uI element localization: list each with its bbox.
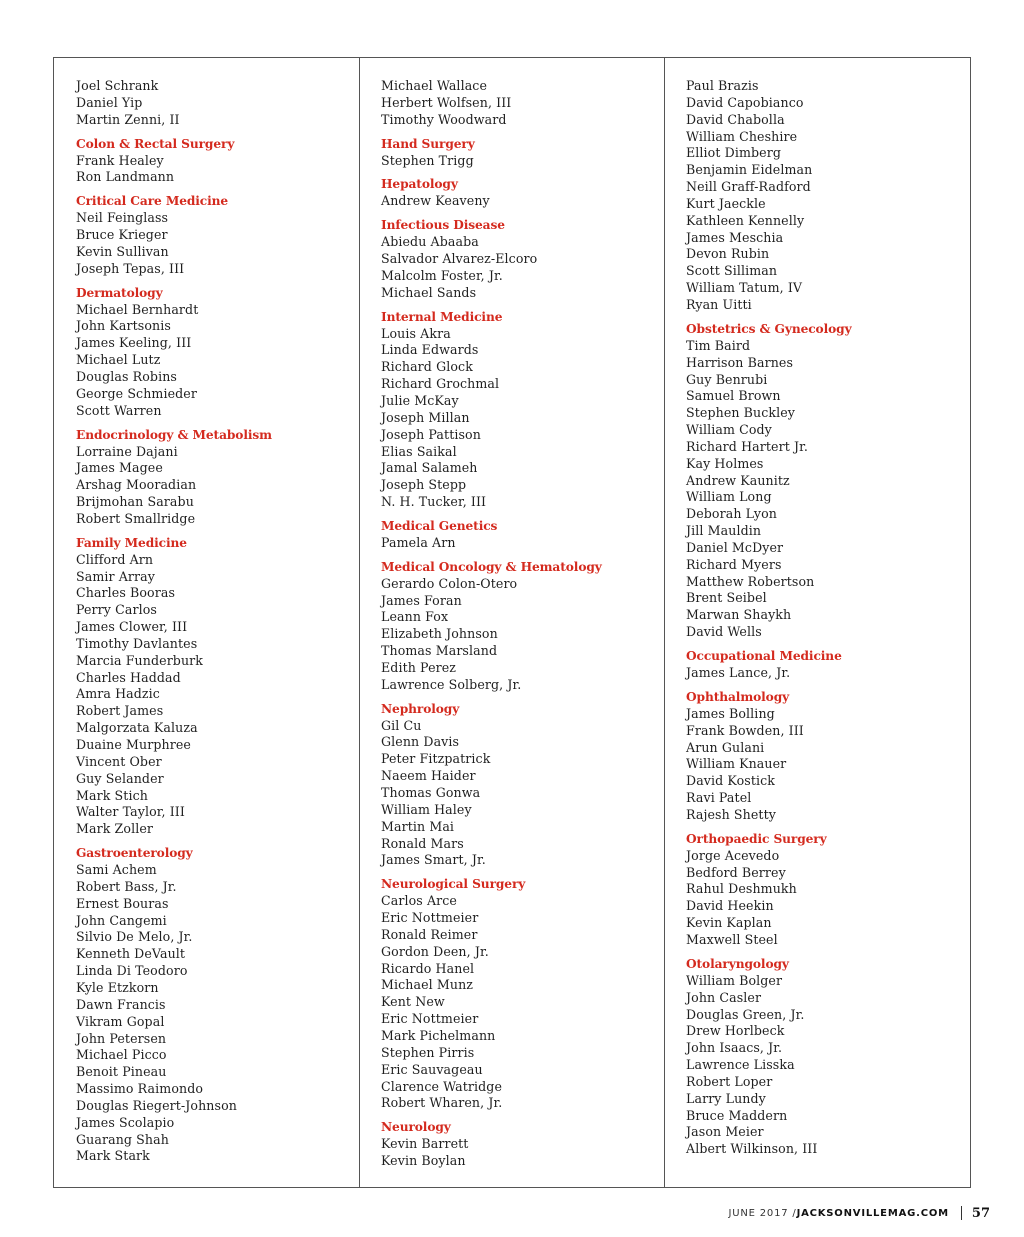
doctor-name: Lawrence Solberg, Jr. bbox=[381, 676, 522, 692]
doctor-name: Guarang Shah bbox=[76, 1131, 169, 1147]
doctor-name: Marcia Funderburk bbox=[76, 652, 204, 668]
doctor-name: James Bolling bbox=[686, 705, 775, 721]
doctor-name: Matthew Robertson bbox=[686, 573, 815, 589]
specialty-heading: Obstetrics & Gynecology bbox=[686, 321, 852, 336]
doctor-name: Malgorzata Kaluza bbox=[76, 720, 198, 736]
doctor-name: Kevin Sullivan bbox=[76, 243, 169, 259]
doctor-name: Duaine Murphree bbox=[76, 737, 191, 752]
specialty-heading: Neurology bbox=[381, 1120, 451, 1135]
doctor-name: Kay Holmes bbox=[686, 455, 764, 471]
doctor-name: John Kartsonis bbox=[76, 318, 171, 334]
doctor-name: Robert Bass, Jr. bbox=[76, 878, 177, 894]
doctor-name: Arshag Mooradian bbox=[76, 477, 197, 493]
specialty-group bbox=[381, 136, 657, 170]
doctor-name: Richard Hartert Jr. bbox=[686, 438, 808, 454]
doctor-name: William Knauer bbox=[686, 756, 787, 772]
doctor-name: James Smart, Jr. bbox=[381, 852, 486, 868]
doctor-name: Elizabeth Johnson bbox=[381, 626, 498, 642]
doctor-name: Naeem Haider bbox=[381, 768, 476, 784]
doctor-name: Jason Meier bbox=[686, 1124, 764, 1140]
doctor-name: Andrew Kaunitz bbox=[686, 472, 790, 488]
doctor-name: Kevin Boylan bbox=[381, 1153, 466, 1169]
doctor-name: Pamela Arn bbox=[381, 534, 456, 550]
doctor-name: Gil Cu bbox=[381, 717, 422, 733]
doctor-name: Frank Bowden, III bbox=[686, 722, 804, 738]
doctor-name: James Scolapio bbox=[76, 1114, 175, 1130]
doctor-name: Eric Sauvageau bbox=[381, 1061, 483, 1077]
doctor-name: Richard Glock bbox=[381, 359, 473, 375]
doctor-name: Robert James bbox=[76, 703, 164, 719]
directory-column-2 bbox=[359, 58, 665, 1187]
doctor-name: Bruce Krieger bbox=[76, 227, 168, 243]
specialty-heading: Infectious Disease bbox=[381, 218, 505, 233]
doctor-name: Douglas Robins bbox=[76, 368, 177, 384]
doctor-name: Ronald Reimer bbox=[381, 926, 478, 942]
doctor-name: Eric Nottmeier bbox=[381, 910, 479, 926]
doctor-name: Charles Haddad bbox=[76, 669, 181, 685]
specialty-group bbox=[686, 648, 963, 682]
doctor-name: Samir Array bbox=[76, 568, 155, 584]
doctor-name: Kevin Kaplan bbox=[686, 915, 772, 931]
doctor-name: Drew Horlbeck bbox=[686, 1023, 785, 1039]
doctor-name: Jamal Salameh bbox=[381, 460, 478, 476]
doctor-name: Malcolm Foster, Jr. bbox=[381, 267, 503, 283]
doctor-name: Massimo Raimondo bbox=[76, 1081, 204, 1097]
doctor-name: William Cheshire bbox=[686, 128, 798, 144]
doctor-name: Ryan Uitti bbox=[686, 296, 752, 312]
doctor-name: Kenneth DeVault bbox=[76, 946, 186, 962]
doctor-name: Joel Schrank bbox=[76, 78, 159, 93]
doctor-name: Kevin Barrett bbox=[381, 1136, 469, 1152]
doctor-name: David Heekin bbox=[686, 898, 774, 914]
doctor-name: William Tatum, IV bbox=[686, 280, 803, 296]
doctor-name: John Isaacs, Jr. bbox=[686, 1040, 783, 1056]
specialty-group bbox=[381, 78, 657, 129]
specialty-heading: Dermatology bbox=[76, 285, 163, 300]
doctor-name: Bedford Berrey bbox=[686, 864, 786, 880]
doctor-name: Joseph Millan bbox=[381, 409, 470, 425]
doctor-name: Vincent Ober bbox=[76, 753, 162, 769]
doctor-name: Neil Feinglass bbox=[76, 210, 169, 226]
doctor-name: Lawrence Lisska bbox=[686, 1057, 795, 1073]
page-number: 57 bbox=[971, 1205, 990, 1221]
doctor-name: Samuel Brown bbox=[686, 388, 781, 404]
doctor-name: Deborah Lyon bbox=[686, 506, 777, 522]
doctor-name: Ronald Mars bbox=[381, 835, 464, 851]
doctor-name: Mark Zoller bbox=[76, 821, 154, 837]
doctor-name: Ernest Bouras bbox=[76, 895, 169, 911]
doctor-name: Paul Brazis bbox=[686, 78, 759, 93]
doctor-name: James Magee bbox=[76, 460, 163, 476]
doctor-name: Abiedu Abaaba bbox=[381, 234, 479, 250]
doctor-name: Douglas Riegert-Johnson bbox=[76, 1097, 237, 1113]
doctor-name: Richard Myers bbox=[686, 556, 782, 572]
doctor-name: Stephen Buckley bbox=[686, 405, 796, 421]
doctor-name: David Wells bbox=[686, 624, 762, 640]
specialty-group bbox=[686, 689, 963, 824]
doctor-name: Edith Perez bbox=[381, 659, 457, 675]
doctor-name: Frank Healey bbox=[76, 152, 164, 168]
specialty-group bbox=[686, 78, 963, 314]
doctor-name: Daniel McDyer bbox=[686, 539, 784, 555]
doctor-name: Amra Hadzic bbox=[76, 686, 160, 702]
specialty-group bbox=[381, 518, 657, 552]
specialty-heading: Hand Surgery bbox=[381, 136, 475, 151]
specialty-group bbox=[381, 1119, 657, 1170]
doctor-name: Scott Warren bbox=[76, 402, 162, 418]
doctor-name: Rahul Deshmukh bbox=[686, 881, 797, 897]
doctor-name: Benjamin Eidelman bbox=[686, 162, 813, 178]
doctor-name: Richard Grochmal bbox=[381, 376, 500, 392]
specialty-group bbox=[381, 701, 657, 870]
specialty-heading: Ophthalmology bbox=[686, 689, 790, 704]
doctor-name: Eric Nottmeier bbox=[381, 1011, 479, 1027]
specialty-group bbox=[381, 876, 657, 1112]
doctor-name: Stephen Trigg bbox=[381, 152, 474, 168]
doctor-name: Salvador Alvarez-Elcoro bbox=[381, 251, 538, 267]
doctor-name: Kent New bbox=[381, 994, 445, 1010]
specialty-heading: Orthopaedic Surgery bbox=[686, 831, 827, 846]
doctor-name: Kyle Etzkorn bbox=[76, 979, 159, 995]
specialty-group bbox=[686, 321, 963, 641]
doctor-name: James Meschia bbox=[686, 229, 784, 245]
doctor-name: Michael Lutz bbox=[76, 352, 161, 368]
doctor-name: Leann Fox bbox=[381, 609, 449, 625]
specialty-group bbox=[76, 285, 351, 420]
doctor-name: Perry Carlos bbox=[76, 602, 157, 618]
doctor-name: Robert Smallridge bbox=[76, 510, 196, 526]
doctor-name: Jorge Acevedo bbox=[686, 847, 780, 863]
doctor-name: John Cangemi bbox=[76, 912, 167, 928]
doctor-name: Devon Rubin bbox=[686, 246, 770, 262]
doctor-name: Peter Fitzpatrick bbox=[381, 751, 491, 767]
doctor-name: George Schmieder bbox=[76, 385, 197, 401]
doctor-name: James Foran bbox=[381, 592, 462, 608]
specialty-group bbox=[381, 217, 657, 301]
doctor-name: Kathleen Kennelly bbox=[686, 212, 805, 228]
doctor-name: Gordon Deen, Jr. bbox=[381, 943, 489, 959]
doctor-name: Ravi Patel bbox=[686, 790, 752, 806]
doctor-name: Louis Akra bbox=[381, 325, 451, 341]
doctor-name: Brijmohan Sarabu bbox=[76, 494, 194, 510]
doctor-name: John Casler bbox=[686, 989, 762, 1005]
directory-column-1 bbox=[54, 58, 359, 1187]
doctor-name: Thomas Gonwa bbox=[381, 785, 481, 800]
doctor-name: Tim Baird bbox=[686, 337, 751, 353]
doctor-name: Mark Pichelmann bbox=[381, 1027, 496, 1043]
doctor-name: Martin Zenni, II bbox=[76, 111, 180, 127]
doctor-name: Martin Mai bbox=[381, 818, 455, 834]
doctor-name: Guy Selander bbox=[76, 770, 164, 786]
doctor-name: Elias Saikal bbox=[381, 443, 457, 459]
doctor-name: Charles Booras bbox=[76, 585, 176, 601]
specialty-heading: Medical Oncology & Hematology bbox=[381, 559, 602, 574]
doctor-name: N. H. Tucker, III bbox=[381, 494, 487, 510]
doctor-name: Guy Benrubi bbox=[686, 371, 768, 387]
doctor-name: Daniel Yip bbox=[76, 94, 143, 110]
doctor-name: Ron Landmann bbox=[76, 169, 175, 185]
doctor-name: James Lance, Jr. bbox=[686, 665, 791, 680]
doctor-name: James Clower, III bbox=[76, 619, 188, 635]
doctor-name: Timothy Woodward bbox=[381, 111, 507, 127]
doctor-name: Jill Mauldin bbox=[686, 523, 762, 539]
specialty-group bbox=[381, 559, 657, 694]
specialty-group bbox=[686, 831, 963, 949]
specialty-heading: Hepatology bbox=[381, 177, 458, 192]
specialty-heading: Gastroenterology bbox=[76, 846, 193, 861]
doctor-name: William Cody bbox=[686, 422, 772, 438]
directory-column-3 bbox=[664, 58, 971, 1187]
doctor-name: Maxwell Steel bbox=[686, 931, 778, 947]
doctor-name: John Petersen bbox=[76, 1030, 167, 1046]
doctor-name: Harrison Barnes bbox=[686, 354, 794, 370]
specialty-heading: Family Medicine bbox=[76, 535, 187, 550]
doctor-name: William Long bbox=[686, 489, 772, 505]
doctor-name: David Capobianco bbox=[686, 94, 804, 110]
specialty-heading: Medical Genetics bbox=[381, 518, 498, 533]
doctor-name: Arun Gulani bbox=[686, 739, 765, 755]
specialty-heading: Occupational Medicine bbox=[686, 649, 842, 663]
doctor-name: Scott Silliman bbox=[686, 263, 778, 279]
doctor-name: Dawn Francis bbox=[76, 996, 166, 1012]
doctor-name: Marwan Shaykh bbox=[686, 607, 792, 623]
specialty-heading: Nephrology bbox=[381, 701, 460, 716]
doctor-name: Linda Di Teodoro bbox=[76, 963, 188, 979]
doctor-name: Douglas Green, Jr. bbox=[686, 1006, 805, 1022]
doctor-name: Clifford Arn bbox=[76, 551, 154, 567]
doctor-name: Neill Graff-Radford bbox=[686, 179, 811, 195]
doctor-name: Herbert Wolfsen, III bbox=[381, 94, 512, 110]
specialty-group bbox=[76, 78, 351, 129]
specialty-group bbox=[686, 956, 963, 1158]
specialty-group bbox=[76, 193, 351, 277]
directory-frame bbox=[53, 57, 971, 1188]
doctor-name: Michael Bernhardt bbox=[76, 301, 199, 317]
specialty-heading: Otolaryngology bbox=[686, 956, 789, 971]
doctor-name: Walter Taylor, III bbox=[76, 804, 185, 820]
specialty-group bbox=[381, 176, 657, 210]
specialty-heading: Endocrinology & Metabolism bbox=[76, 427, 272, 442]
doctor-name: Lorraine Dajani bbox=[76, 443, 178, 459]
doctor-name: Vikram Gopal bbox=[76, 1013, 165, 1029]
specialty-group bbox=[76, 845, 351, 1165]
doctor-name: Joseph Pattison bbox=[381, 426, 481, 442]
specialty-group bbox=[76, 427, 351, 528]
specialty-group bbox=[76, 136, 351, 187]
doctor-name: Linda Edwards bbox=[381, 342, 479, 358]
doctor-name: Julie McKay bbox=[381, 392, 459, 408]
website-link[interactable]: JACKSONVILLEMAG.COM bbox=[796, 1207, 949, 1219]
doctor-name: James Keeling, III bbox=[76, 335, 192, 351]
doctor-name: Michael Munz bbox=[381, 977, 474, 993]
doctor-name: Michael Wallace bbox=[381, 78, 488, 93]
doctor-name: Silvio De Melo, Jr. bbox=[76, 929, 193, 945]
issue-date: JUNE 2017 / bbox=[728, 1207, 797, 1219]
doctor-name: Clarence Watridge bbox=[381, 1078, 503, 1094]
doctor-name: Andrew Keaveny bbox=[381, 193, 490, 209]
doctor-name: Elliot Dimberg bbox=[686, 145, 781, 161]
specialty-heading: Colon & Rectal Surgery bbox=[76, 136, 235, 151]
doctor-name: Joseph Stepp bbox=[381, 477, 467, 493]
doctor-name: Michael Sands bbox=[381, 284, 477, 300]
doctor-name: David Kostick bbox=[686, 773, 776, 789]
doctor-name: Benoit Pineau bbox=[76, 1064, 167, 1080]
doctor-name: Ricardo Hanel bbox=[381, 960, 475, 976]
specialty-heading: Critical Care Medicine bbox=[76, 194, 229, 209]
specialty-group bbox=[381, 309, 657, 511]
doctor-name: Robert Loper bbox=[686, 1073, 773, 1089]
doctor-name: William Bolger bbox=[686, 972, 783, 988]
doctor-name: Carlos Arce bbox=[381, 893, 457, 909]
doctor-name: Michael Picco bbox=[76, 1047, 167, 1063]
doctor-name: Joseph Tepas, III bbox=[76, 260, 185, 276]
page-footer bbox=[729, 1204, 990, 1222]
doctor-name: Albert Wilkinson, III bbox=[686, 1141, 818, 1157]
footer-divider bbox=[961, 1206, 962, 1220]
doctor-name: Mark Stark bbox=[76, 1148, 150, 1164]
doctor-name: William Haley bbox=[381, 801, 472, 817]
doctor-name: Rajesh Shetty bbox=[686, 806, 776, 822]
doctor-name: Kurt Jaeckle bbox=[686, 195, 766, 211]
doctor-name: Stephen Pirris bbox=[381, 1044, 475, 1060]
doctor-name: Glenn Davis bbox=[381, 734, 460, 750]
doctor-name: Sami Achem bbox=[76, 862, 157, 878]
specialty-group bbox=[76, 535, 351, 838]
doctor-name: Bruce Maddern bbox=[686, 1107, 788, 1123]
doctor-name: Brent Seibel bbox=[686, 590, 767, 606]
doctor-name: Larry Lundy bbox=[686, 1090, 766, 1106]
specialty-heading: Internal Medicine bbox=[381, 309, 503, 324]
doctor-name: Thomas Marsland bbox=[381, 643, 498, 659]
doctor-name: Timothy Davlantes bbox=[76, 635, 198, 651]
doctor-name: Mark Stich bbox=[76, 787, 148, 803]
doctor-name: Robert Wharen, Jr. bbox=[381, 1095, 503, 1111]
doctor-name: David Chabolla bbox=[686, 111, 785, 127]
specialty-heading: Neurological Surgery bbox=[381, 877, 526, 892]
doctor-name: Gerardo Colon-Otero bbox=[381, 575, 518, 591]
